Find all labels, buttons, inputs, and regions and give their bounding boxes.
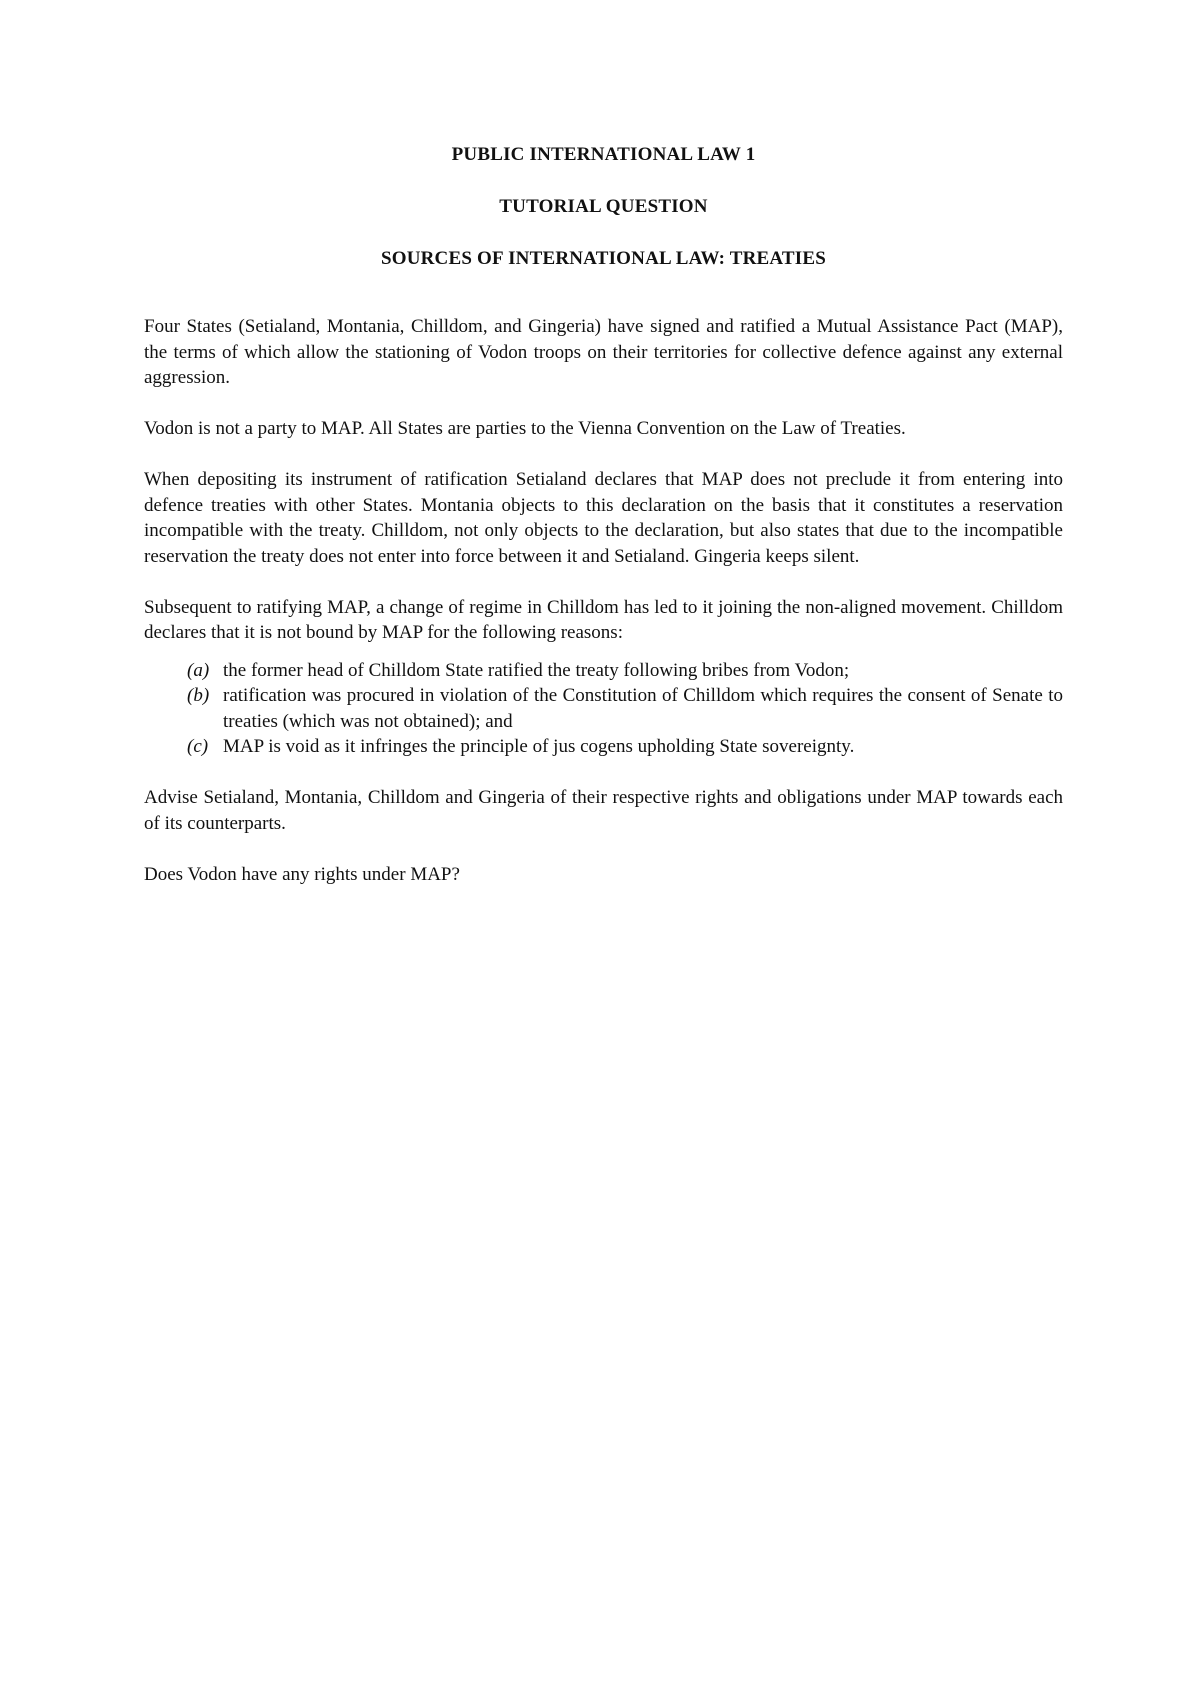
paragraph-regime-change: Subsequent to ratifying MAP, a change of regime in Chilldom has led to it joining the non-aligned movement. Chilldom declares that it is not bound by MAP for the following reasons: (144, 596, 1063, 643)
paragraph-advise: Advise Setialand, Montania, Chilldom and Gingeria of their respective rights and obligations under MAP towards each of its counterparts. (144, 787, 1063, 834)
paragraph-facts: Four States (Setialand, Montania, Chilldom, and Gingeria) have signed and ratified a Mutual Assistance Pact (MAP), the terms of which allow the stationing of Vodon troops on their territories for collective defence against any external aggression. (144, 316, 1063, 388)
paragraph-parties: Vodon is not a party to MAP. All States are parties to the Vienna Convention on the Law of Treaties. (144, 418, 906, 439)
document-page (144, 142, 1063, 913)
list-marker: (a) (187, 659, 210, 681)
topic-title: SOURCES OF INTERNATIONAL LAW: TREATIES (380, 248, 827, 269)
list-item (144, 734, 1063, 760)
list-item-text: the former head of Chilldom State ratified the treaty following bribes from Vodon; (223, 659, 850, 681)
list-item-text: ratification was procured in violation of the Constitution of Chilldom which requires the consent of Senate to treaties (which was not obtained); and (223, 685, 1063, 732)
list-item (144, 683, 1063, 734)
paragraph-question: Does Vodon have any rights under MAP? (144, 863, 460, 885)
list-marker: (c) (187, 736, 209, 757)
paragraph-reservation: When depositing its instrument of ratification Setialand declares that MAP does not preclude it from entering into defence treaties with other States. Montania objects to this declaration on the basis that it constitutes a reservation incompatible with the treaty. Chilldom, not only objects to the declaration, but also states that due to the incompatible reservation the treaty does not enter into force between it and Setialand. Gingeria keeps silent. (144, 469, 1063, 567)
list-item (144, 658, 1063, 684)
list-marker: (b) (187, 685, 210, 706)
reasons-list (144, 658, 1063, 760)
course-title: PUBLIC INTERNATIONAL LAW 1 (451, 144, 756, 165)
list-item-text: MAP is void as it infringes the principle of jus cogens upholding State sovereignty. (223, 736, 855, 757)
document-type: TUTORIAL QUESTION (499, 196, 708, 217)
